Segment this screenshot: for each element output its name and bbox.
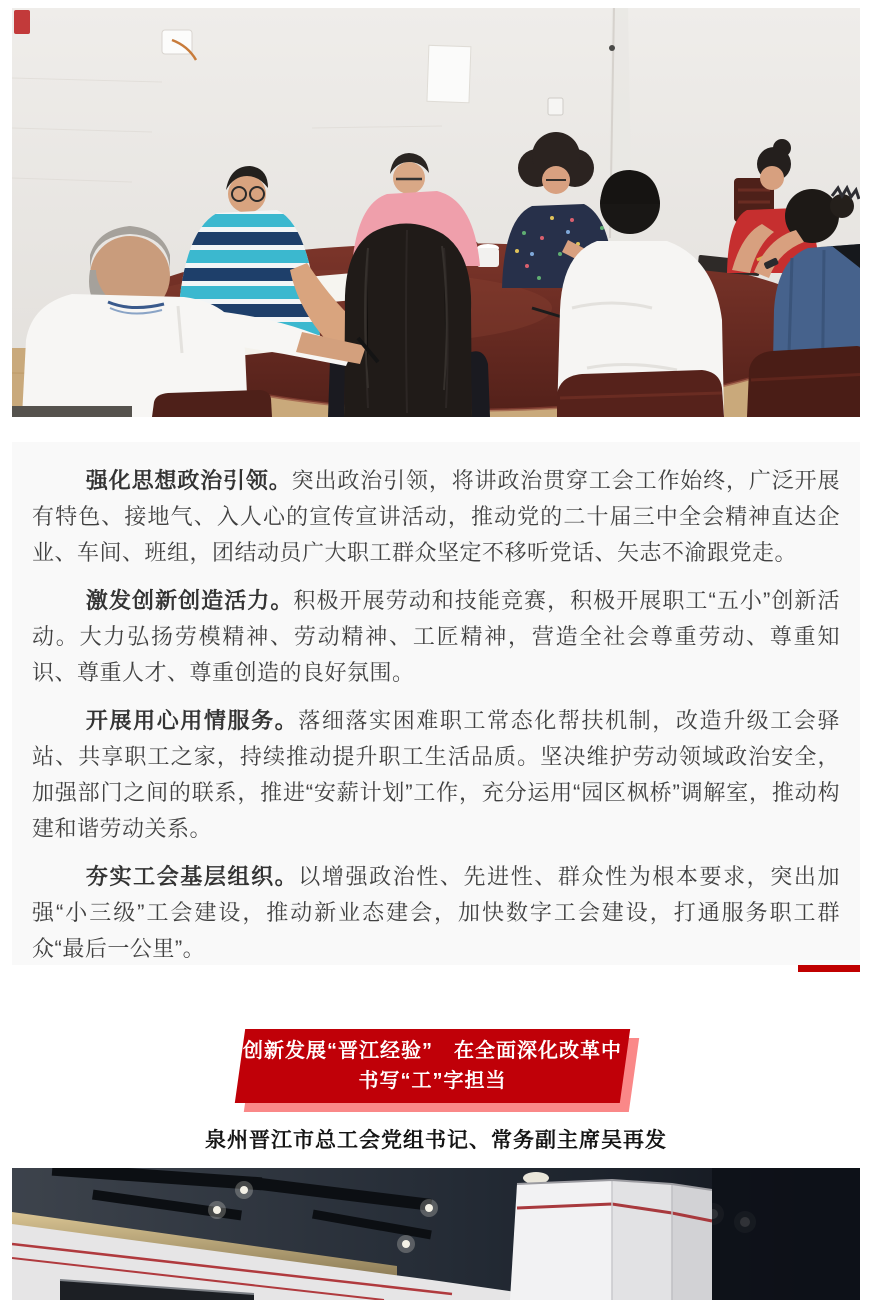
paragraph-3 <box>32 703 840 847</box>
paragraph-2-lead: 激发创新创造活力。 <box>85 588 294 613</box>
section-banner <box>240 1029 632 1113</box>
paragraph-1 <box>32 463 840 571</box>
red-accent-bar <box>798 965 860 972</box>
exhibition-hall-illustration <box>12 1168 860 1300</box>
paragraph-3-lead: 开展用心用情服务。 <box>85 708 299 733</box>
red-wall-socket <box>14 10 30 34</box>
light-switch <box>548 98 563 115</box>
paragraph-4-lead: 夯实工会基层组织。 <box>85 864 299 889</box>
exhibition-hall-photo[interactable] <box>12 1168 860 1300</box>
paragraph-2-body: 积极开展劳动和技能竞赛，积极开展职工“五小”创新活动。大力弘扬劳模精神、劳动精神、工匠精神，营造全社会尊重劳动、尊重知识、尊重人才、尊重创造的良好氛围。 <box>32 588 840 685</box>
meeting-photo-illustration <box>12 8 860 417</box>
paragraph-3-body: 落细落实困难职工常态化帮扶机制，改造升级工会驿站、共享职工之家，持续推动提升职工生活品质。坚决维护劳动领域政治安全，加强部门之间的联系，推进“安薪计划”工作，充分运用“园区枫桥”调解室，推动构建和谐劳动关系。 <box>32 708 840 841</box>
article-card <box>12 442 860 965</box>
paragraph-1-body: 突出政治引领，将讲政治贯穿工会工作始终，广泛开展有特色、接地气、入人心的宣传宣讲活动，推动党的二十届三中全会精神直达企业、车间、班组，团结动员广大职工群众坚定不移听党话、矢志不渝跟党走。 <box>32 468 840 565</box>
paragraph-4 <box>32 859 840 965</box>
paragraph-4-body: 以增强政治性、先进性、群众性为根本要求，突出加强“小三级”工会建设，推动新业态建会，加快数字工会建设，打通服务职工群众“最后一公里”。 <box>32 864 840 961</box>
paper-on-wall <box>427 45 471 102</box>
meeting-photo[interactable] <box>12 8 860 417</box>
paragraph-1-lead: 强化思想政治引领。 <box>85 468 292 493</box>
banner-title-line2: 书写“工”字担当 <box>358 1070 507 1092</box>
white-column <box>510 1180 712 1300</box>
paragraph-2 <box>32 583 840 691</box>
speaker-caption: 泉州晋江市总工会党组书记、常务副主席吴再发 <box>205 1129 667 1152</box>
banner-title-line1: 创新发展“晋江经验” 在全面深化改革中 <box>243 1040 622 1062</box>
wall-hook <box>609 45 615 51</box>
